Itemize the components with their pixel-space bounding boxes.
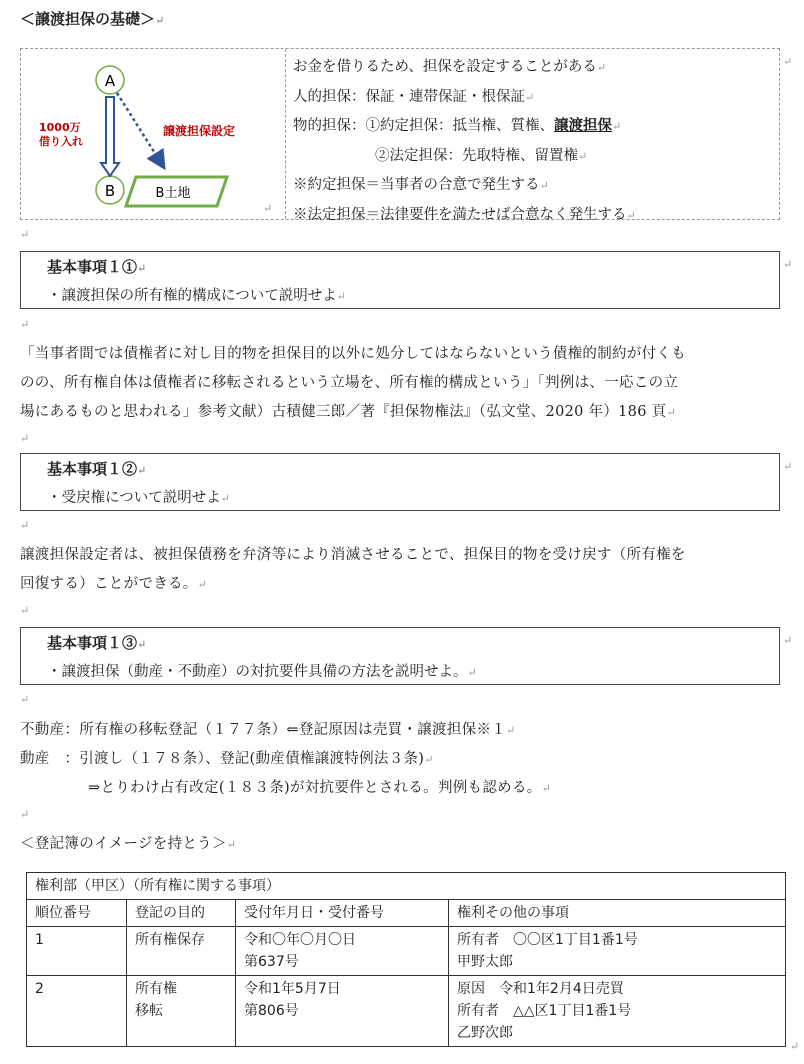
rank-cell: 1 bbox=[27, 927, 127, 976]
registry-table bbox=[26, 872, 786, 1047]
registry-section-row bbox=[27, 873, 786, 900]
registry-header-row bbox=[27, 900, 786, 927]
question-title: 基本事項１②↵ bbox=[47, 460, 147, 478]
loan-label-1: 1000万 bbox=[39, 121, 81, 134]
security-label: 譲渡担保設定 bbox=[163, 124, 236, 138]
question-text: ・受戻権について説明せよ↵ bbox=[47, 490, 230, 506]
question-text: ・譲渡担保の所有権的構成について説明せよ↵ bbox=[47, 288, 346, 304]
rank-cell: 2 bbox=[27, 976, 127, 1047]
node-a-label: A bbox=[104, 72, 116, 90]
purpose-cell: 所有権 移転 bbox=[127, 976, 236, 1047]
intro-line: お金を借りるため、担保を設定することがある↵ bbox=[293, 59, 607, 75]
question-title: 基本事項１③↵ bbox=[47, 634, 147, 652]
table-row bbox=[27, 976, 786, 1047]
node-b-label: B bbox=[104, 182, 116, 200]
intro-line: ②法定担保：先取特権、留置権↵ bbox=[375, 147, 588, 164]
column-header: 順位番号 bbox=[27, 900, 127, 927]
answer-2: 譲渡担保設定者は、被担保債務を弁済等により消滅させることで、担保目的物を受け戻す（所有権を 回復する）ことができる。↵ bbox=[20, 547, 686, 592]
rights-cell: 原因 令和1年2月4日売買 所有者 △△区1丁目1番1号 乙野次郎 bbox=[449, 976, 786, 1047]
table-row bbox=[27, 927, 786, 976]
date-cell: 令和1年5月7日 第806号 bbox=[236, 976, 449, 1047]
answer-3: 不動産：所有権の移転登記（１７７条）⇐登記原因は売買・譲渡担保※１↵ 動産 ：引渡し（１７８条）、登記(動産債権譲渡特例法３条)↵ ⇒とりわけ占有改定(１８３条)が対抗要件とされる。判例も認める。↵ bbox=[20, 722, 552, 796]
purpose-cell: 所有権保存 bbox=[127, 927, 236, 976]
date-cell: 令和〇年〇月〇日 第637号 bbox=[236, 927, 449, 976]
loan-arrow bbox=[101, 97, 119, 176]
rights-cell: 所有者 〇〇区1丁目1番1号 甲野太郎 bbox=[449, 927, 786, 976]
question-box-1 bbox=[20, 251, 780, 309]
page-title: ＜譲渡担保の基礎＞↵ bbox=[20, 10, 165, 28]
column-header: 権利その他の事項 bbox=[449, 900, 786, 927]
question-box-2 bbox=[20, 453, 780, 511]
loan-label-2: 借り入れ bbox=[39, 135, 83, 148]
question-text: ・譲渡担保（動産・不動産）の対抗要件具備の方法を説明せよ。↵ bbox=[47, 664, 477, 680]
answer-1: 「当事者間では債権者に対し目的物を担保目的以外に処分してはならないという債権的制約が付くも のの、所有権自体は債権者に移転されるという立場を、所有権的構成という」「判例は、一応この立 場にあるものと思われる」参考文献）古積健三郎／著『担保物権法』（弘文堂、2020 年）186 頁↵ bbox=[20, 346, 686, 420]
svg-text:↵: ↵ bbox=[263, 202, 273, 215]
question-title: 基本事項１①↵ bbox=[47, 258, 147, 276]
land-label: B土地 bbox=[155, 186, 191, 201]
question-box-3 bbox=[20, 627, 780, 685]
intro-bold-term: 譲渡担保 bbox=[554, 117, 612, 134]
security-diagram bbox=[21, 49, 285, 219]
intro-line: ※法定担保＝法律要件を満たせば合意なく発生する↵ bbox=[293, 206, 636, 223]
intro-box: A B 1000万 借り入れ 譲渡担保設定 B土地 ↵ お金を借りるため、担保を設定することがある↵ 人的担保：保証・連帯保証・根保証↵ 物的担保：①約定担保：抵当権、質権、譲渡担保↵ ②法定担保：先取特権、留置権↵ ※約定担保＝当事者の合意で発生する↵ ※法定担保＝法律要件を満たせば合意なく発生する↵ ↵ bbox=[20, 48, 780, 220]
column-header: 登記の目的 bbox=[127, 900, 236, 927]
security-arrow bbox=[117, 93, 163, 166]
intro-line: 物的担保：①約定担保：抵当権、質権、譲渡担保↵ bbox=[293, 117, 622, 134]
column-header: 受付年月日・受付番号 bbox=[236, 900, 449, 927]
intro-line: 人的担保：保証・連帯保証・根保証↵ bbox=[293, 88, 535, 105]
intro-text bbox=[293, 53, 636, 230]
registry-intro: ＜登記簿のイメージを持とう＞↵ bbox=[20, 836, 237, 852]
intro-line: ※約定担保＝当事者の合意で発生する↵ bbox=[293, 177, 549, 193]
registry-section-title: 権利部（甲区）（所有権に関する事項） bbox=[27, 873, 786, 900]
